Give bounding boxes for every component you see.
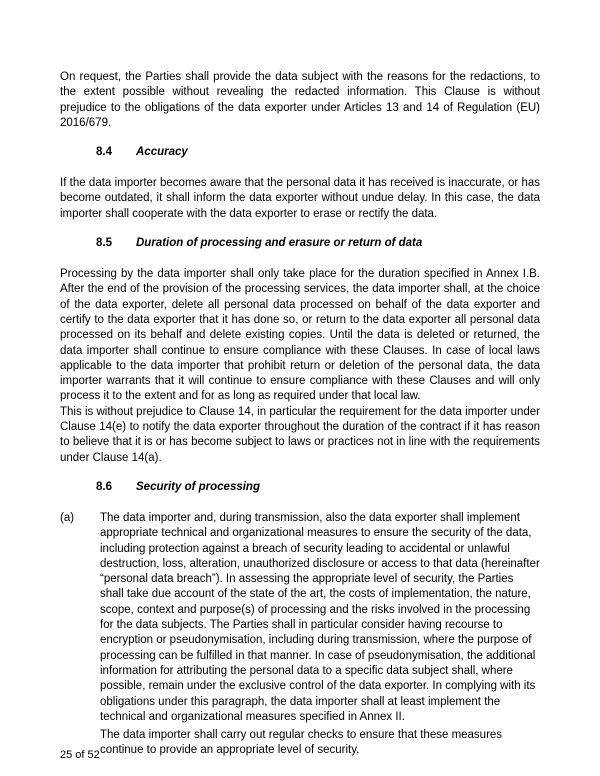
page-number: 25 of 52 [60,749,100,761]
heading-8-4-title: Accuracy [136,146,188,159]
heading-8-5-title: Duration of processing and erasure or return of data [136,237,423,250]
paragraph-duration-erasure: Processing by the data importer shall only take place for the duration specified in Annex I.B. After the end of the provision of the processing services, the data importer shall, at the choice of the data exporter, delete all personal data processed on behalf of the data exporter and certify to the data exporter that it has done so, or return to the data exporter all personal data processed on its behalf and delete existing copies. Until the data is deleted or returned, the data importer shall continue to ensure compliance with these Clauses. In case of local laws applicable to the data importer that prohibit return or deletion of the personal data, the data importer warrants that it will continue to ensure compliance with these Clauses and will only process it to the extent and for as long as required under that local law. [60,268,540,403]
heading-8-6 [96,480,540,495]
paragraph-accuracy: If the data importer becomes aware that the personal data it has received is inaccurate, or has become outdated, it shall inform the data exporter without undue delay. In this case, the data importer shall cooperate with the data exporter to erase or rectify the data. [60,177,540,220]
heading-8-6-number: 8.6 [96,480,112,493]
paragraph-clause-14-notice: This is without prejudice to Clause 14, in particular the requirement for the data importer under Clause 14(e) to notify the data exporter throughout the duration of the contract if it has reason to believe that it is or has become subject to laws or practices not in line with the requirements under Clause 14(a). [60,405,540,464]
heading-8-5-number: 8.5 [96,237,112,250]
heading-8-6-title: Security of processing [136,480,260,493]
list-item-a-paragraph-regular-checks: The data importer shall carry out regular checks to ensure that these measures continue to provide an appropriate level of security. [100,729,503,757]
paragraph-redactions: On request, the Parties shall provide the data subject with the reasons for the redactions, to the extent possible without revealing the redacted information. This Clause is without prejudice to the obligations of the data exporter under Articles 13 and 14 of Regulation (EU) 2016/679. [60,71,540,129]
list-item-a-body [100,511,540,759]
heading-8-4-number: 8.4 [96,146,112,159]
list-item-a [60,511,540,759]
heading-8-4 [96,145,540,160]
heading-8-5 [96,236,540,251]
list-item-a-label: (a) [60,511,75,524]
list-item-a-paragraph-security: The data importer and, during transmission, also the data exporter shall implement appropriate technical and organizational measures to ensure the security of the data, including protection against a breach of security leading to accidental or unlawful destruction, loss, alteration, unauthorized disclosure or access to that data (hereinafter “personal data breach”). In assessing the appropriate level of security, the Parties shall take due account of the state of the art, the costs of implementation, the nature, scope, context and purpose(s) of processing and the risks involved in the processing for the data subjects. The Parties shall in particular consider having recourse to encryption or pseudonymisation, including during transmission, where the purpose of processing can be fulfilled in that manner. In case of pseudonymisation, the additional information for attributing the personal data to a specific data subject shall, where possible, remain under the exclusive control of the data exporter. In complying with its obligations under this paragraph, the data importer shall at least implement the technical and organizational measures specified in Annex II. [100,511,540,723]
